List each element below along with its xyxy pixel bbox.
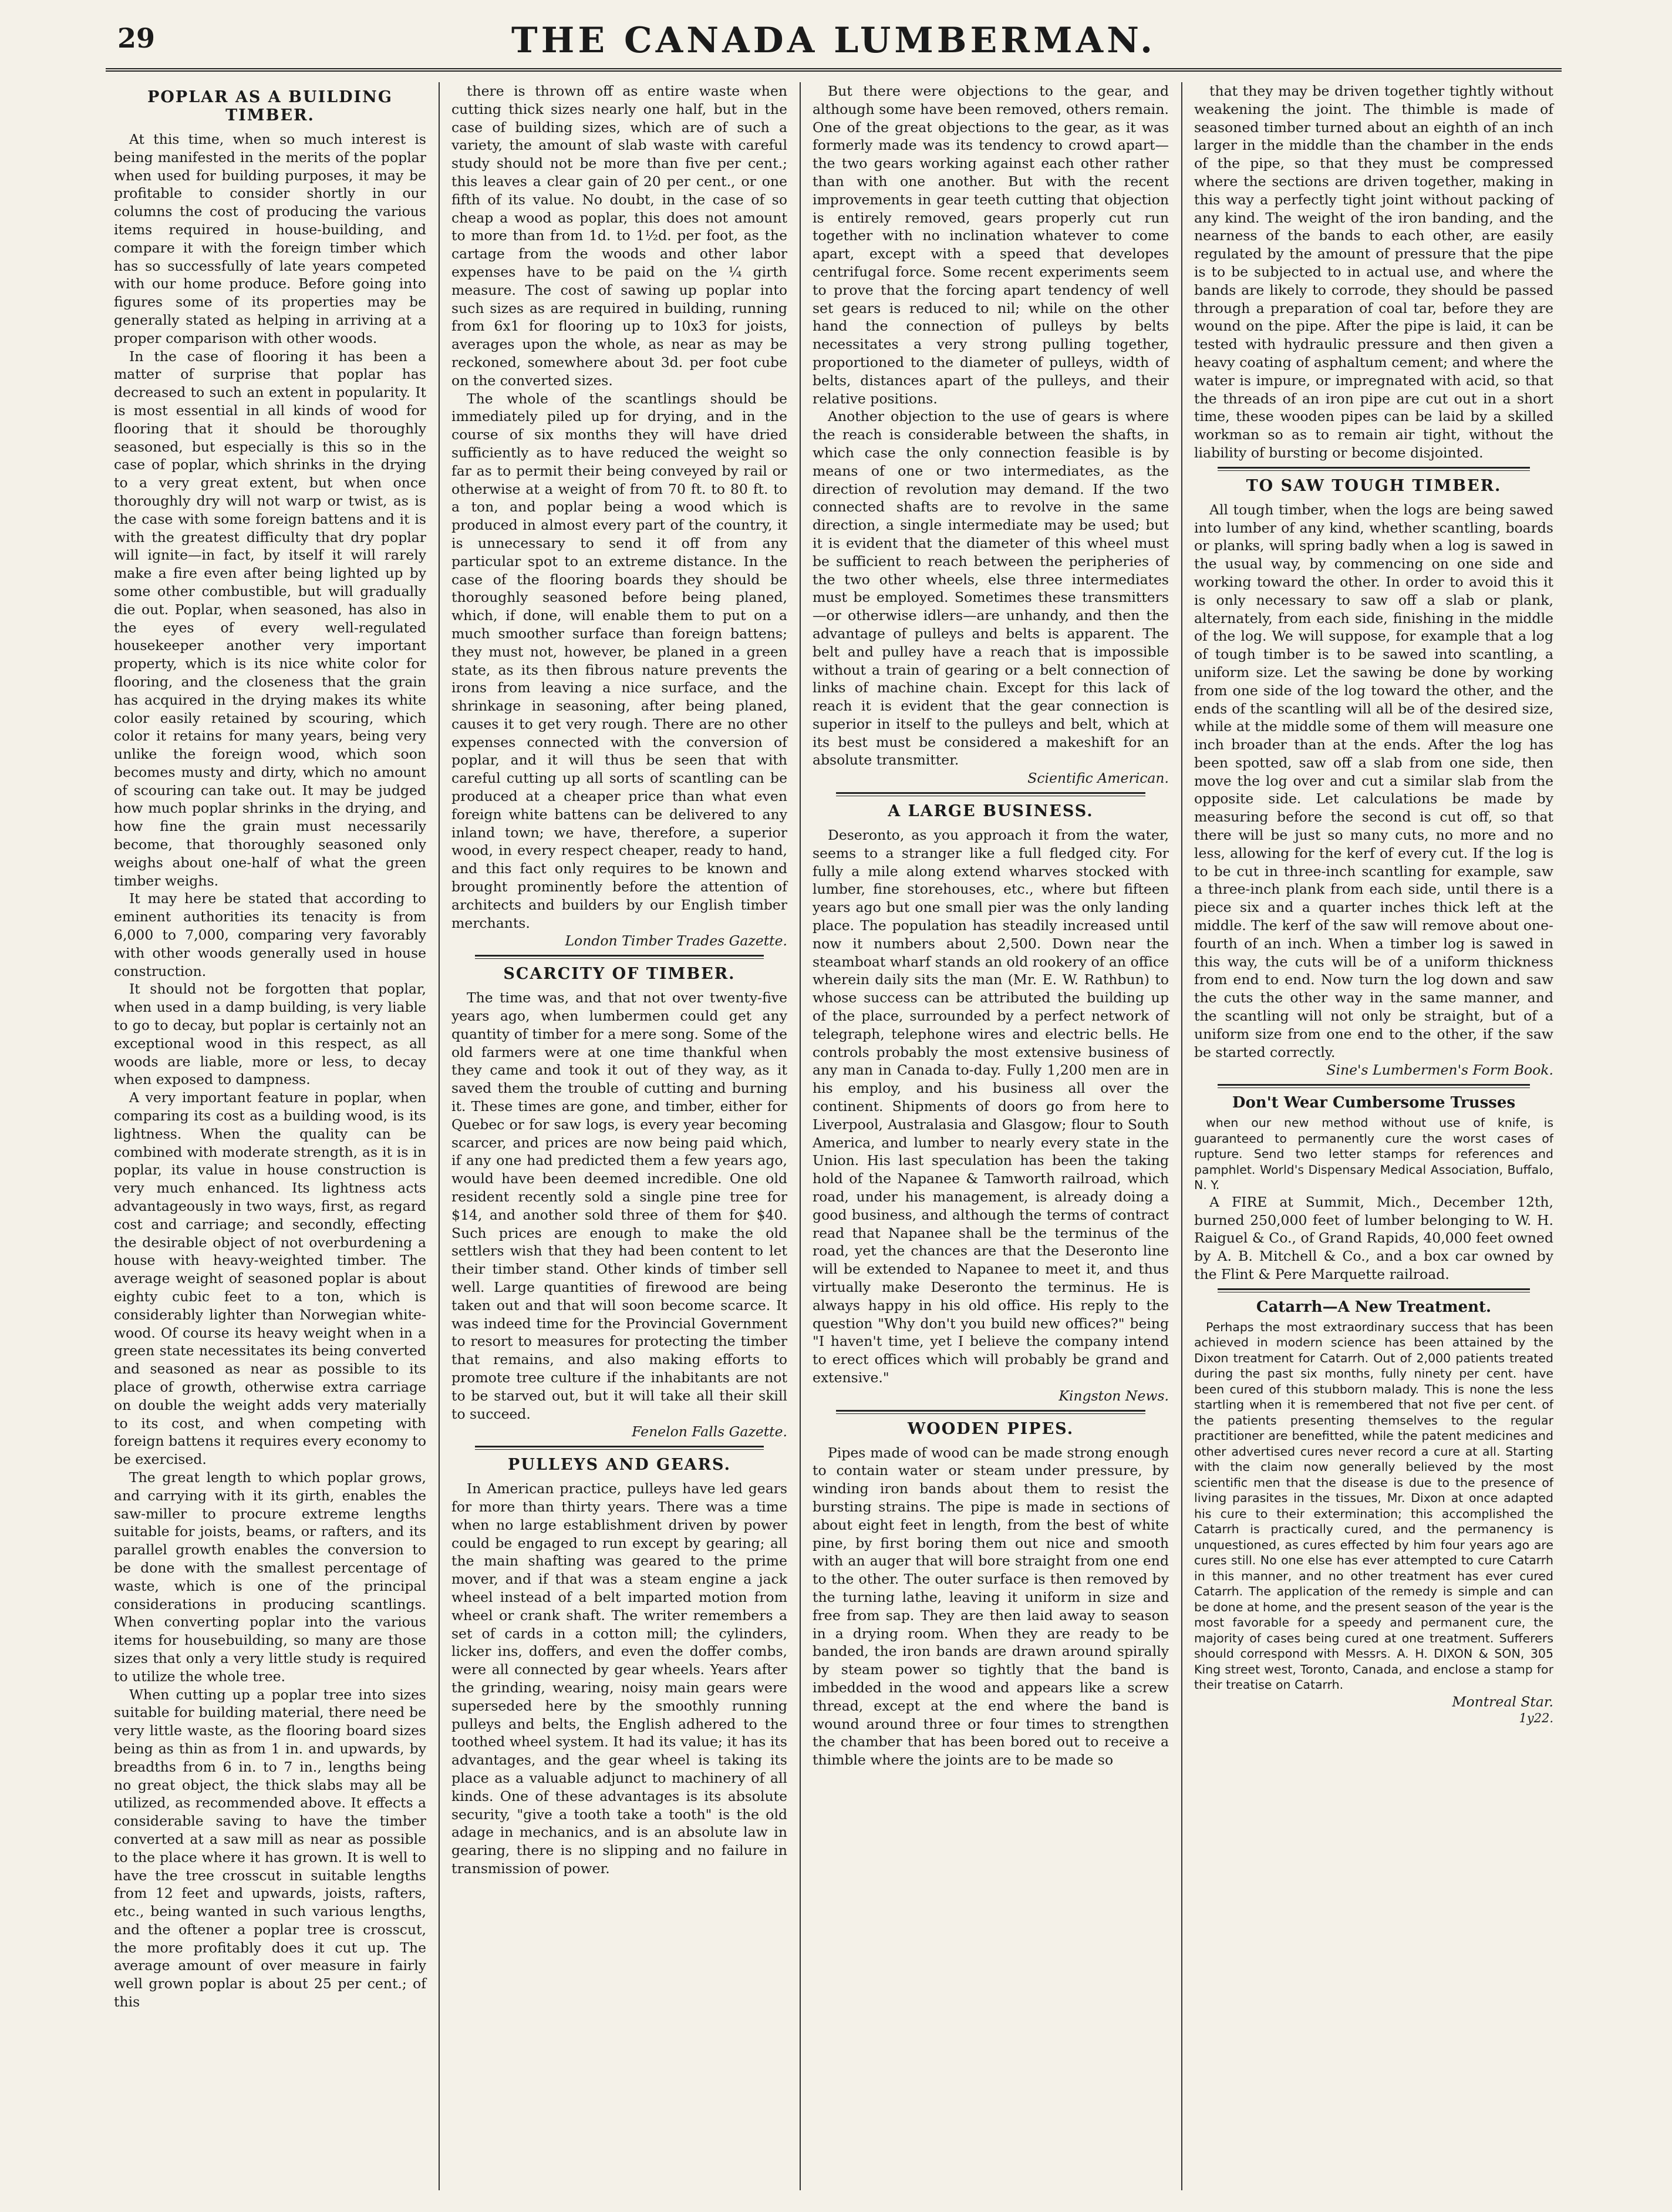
article-heading: A LARGE BUSINESS. xyxy=(888,802,1094,821)
masthead xyxy=(106,16,1562,72)
article-heading: PULLEYS AND GEARS. xyxy=(508,1456,731,1474)
article-paragraph: there is thrown off as entire waste when cutting thick sizes nearly one half, but in the case of building sizes, which are of such a variety, the amount of slab waste with careful study should not be more than five per cent.; this leaves a clear gain of 20 per cent., or one fifth of its value. No doubt, in the case of so cheap a wood as poplar, this does not amount to more than from 1d. to 1½d. per foot, as the cartage from the woods and other labor expenses have to be paid on the ¼ girth measure. The cost of sawing up poplar into such sizes as are required in building, running from 6x1 for flooring up to 10x3 for joists, averages upon the whole, as near as may be reckoned, somewhere about 3d. per foot cube on the converted sizes. xyxy=(451,83,787,389)
column-2 xyxy=(443,82,795,2190)
article-paragraph: that they may be driven together tightly without weakening the joint. The thimble is made of seasoned timber turned about an eighth of an inch larger in the middle than the chamber in the ends of the pipe, so that they must be compressed where the sections are driven together, making in this way a perfectly tight joint without packing of any kind. The weight of the iron banding, and the nearness of the bands to each other, are easily regulated by the amount of pressure that the pipe is to be subjected to in actual use, and where the bands are likely to corrode, they should be passed through a preparation of coal tar, before they are wound on the pipe. After the pipe is laid, it can be tested with hydraulic pressure and then given a heavy coating of asphaltum cement; and where the water is impure, or impregnated with acid, so that the threads of an iron pipe are cut out in a short time, these wooden pipes can be laid by a skilled workman so as to remain air tight, without the liability of bursting or become disjointed. xyxy=(1194,83,1553,461)
article-paragraph: Deseronto, as you approach it from the water, seems to a stranger like a full fledged city. For fully a mile along extend wharves stocked with lumber, fine storehouses, etc., where but fifteen years ago but one small pier was the only landing place. The population has steadily increased until now it numbers about 2,500. Down near the steamboat wharf stands an old rookery of an office wherein daily sits the man (Mr. E. W. Rathbun) to whose success can be attributed the building up of the place, surrounded by a perfect network of telegraph, telephone wires and electric bells. He controls probably the most extensive business of any man in Canada to-day. Fully 1,200 men are in his employ, and his business all over the continent. Shipments of doors go from here to Liverpool, Australasia and Glasgow; flour to South America, and lumber to nearly every state in the Union. His last speculation has been the taking hold of the Napanee & Tamworth railroad, which road, under his management, is already doing a good business, and although the terms of contract read that Napanee shall be the terminus of the road, yet the chances are that the Deseronto line will be extended to Napanee to meet it, and thus virtually make Deseronto the terminus. He is always happy in his old office. His reply to the question "Why don't you build new offices?" being "I haven't time, yet I believe the company intend to erect offices which will probably be grand and extensive." xyxy=(813,827,1169,1386)
source-credit: Scientific American. xyxy=(1027,770,1169,787)
column-rule xyxy=(1181,82,1182,2190)
column-rule xyxy=(800,82,801,2190)
article-separator xyxy=(1218,1288,1530,1292)
source-credit: Kingston News. xyxy=(1059,1387,1169,1404)
article-heading: SCARCITY OF TIMBER. xyxy=(503,965,736,984)
article-paragraph: All tough timber, when the logs are being sawed into lumber of any kind, whether scantling, boards or planks, will spring badly when a log is sawed in the usual way, by commencing on one side and working toward the other. In order to avoid this it is only necessary to saw off a slab or plank, alternately, from each side, finishing in the middle of the log. We will suppose, for example that a log of tough timber is to be sawed into scantling, a uniform size. Let the sawing be done by working from one side of the log toward the other, and the ends of the scantling will all be of the desired size, while at the middle some of them will measure one inch broader than at the ends. After the log has been spotted, saw off a slab from one side, then move the log over and cut a similar slab from the opposite side. Let calculations be made by measuring before the second is cut off, so that there will be just so many cuts, no more and no less, allowing for the kerf of every cut. If the log is to be cut in three-inch scantling for example, saw a three-inch plank from each side, until there is a piece six and a quarter inches thick left at the middle. The kerf of the saw will remove about one-fourth of an inch. When a timber log is sawed in this way, the cuts will be of a uniform thickness from end to end. Now turn the log down and saw the cuts the other way in the same manner, and the scantling will not only be straight, but of a uniform size from one end to the other, if the saw be started correctly. xyxy=(1194,501,1553,1060)
article-paragraph: Pipes made of wood can be made strong enough to contain water or steam under pressure, by winding iron bands about them to resist the bursting strains. The pipe is made in sections of about eight feet in length, from the best of white pine, by first boring them out nice and smooth with an auger that will bore straight from one end to the other. The outer surface is then removed by the turning lathe, leaving it uniform in size and free from sap. They are then laid away to season in a drying room. When they are ready to be banded, the iron bands are drawn around spirally by steam power so tightly that the band is imbedded in the wood and appears like a screw thread, except at the end where the band is wound around three or four times to strengthen the chamber that has been bored out to receive a thimble where the joints are to be made so xyxy=(813,1444,1169,1769)
column-1 xyxy=(106,82,434,2190)
article-paragraph: It should not be forgotten that poplar, when used in a damp building, is very liable to go to decay, but poplar is certainly not an exceptional wood in this respect, as all woods are liable, more or less, to decay when exposed to dampness. xyxy=(114,981,426,1088)
article-paragraph: The time was, and that not over twenty-five years ago, when lumbermen could get any quantity of timber for a mere song. Some of the old farmers were at one time thankful when they came and took it out of they way, as it saved them the trouble of cutting and burning it. These times are gone, and timber, either for Quebec or for saw logs, is every year becoming scarcer, and prices are now being paid which, if any one had predicted them a few years ago, would have been deemed incredible. One old resident recently sold a single pine tree for $14, and another sold three of them for $40. Such prices are enough to make the old settlers wish that they had been content to let their timber stand. Other kinds of timber sell well. Large quantities of firewood are being taken out and that will soon become scarce. It was indeed time for the Provincial Government to resort to measures for protecting the timber that remains, and also making efforts to promote tree culture if the inhabitants are not to be starved out, but it will take all their skill to succeed. xyxy=(451,989,787,1422)
source-credit: Montreal Star. xyxy=(1452,1693,1553,1710)
article-paragraph: But there were objections to the gear, and although some have been removed, others remain. One of the great objections to the gear, as it was formerly made was its tendency to crowd apart—the two gears working against each other rather than with one another. But with the recent improvements in gear teeth cutting that objection is entirely removed, gears properly cut run together with no inclination whatever to come apart, except with a speed that developes centrifugal force. Some recent experiments seem to prove that the forcing apart tendency of well set gears is reduced to nil; while on the other hand the connection of pulleys by belts necessitates a very strong pulling together, proportioned to the diameter of pulleys, width of belts, distances apart of the pulleys, and their relative positions. xyxy=(813,83,1169,407)
source-credit: Sine's Lumbermen's Form Book. xyxy=(1326,1062,1553,1079)
article-separator xyxy=(836,792,1145,796)
source-credit: Fenelon Falls Gazette. xyxy=(632,1423,787,1440)
advertisement-heading: Don't Wear Cumbersome Trusses xyxy=(1232,1094,1516,1112)
column-rule xyxy=(439,82,440,2190)
article-separator xyxy=(836,1410,1145,1414)
advertisement-heading: Catarrh—A New Treatment. xyxy=(1256,1298,1492,1316)
article-paragraph: When cutting up a poplar tree into sizes suitable for building material, there need be very little waste, as the flooring board sizes being as thin as from 1 in. and upwards, by breadths from 6 in. to 7 in., lengths being no great object, the thick slabs may all be utilized, as recommended above. It effects a considerable saving to have the timber converted at a saw mill as near as possible to the place where it has grown. It is well to have the tree crosscut in suitable lengths from 12 feet and upwards, joists, rafters, etc., being wanted in such various lengths, and the oftener a poplar tree is crosscut, the more profitably does it cut up. The average amount of over measure in fairly well grown poplar is about 25 per cent.; of this xyxy=(114,1686,426,2011)
article-paragraph: The whole of the scantlings should be immediately piled up for drying, and in the course of six months they will have dried sufficiently as to have reduced the weight so far as to permit their being conveyed by rail or otherwise at a weight of from 70 ft. to 80 ft. to a ton, and poplar being a wood which is produced in almost every part of the country, it is unnecessary to send it off from any particular spot to an extreme distance. In the case of the flooring boards they should be thoroughly seasoned before being planed, which, if done, will enable them to put on a much smoother surface than foreign battens; they must not, however, be planed in a green state, as its then fibrous nature prevents the irons from leaving a nice surface, and the shrinkage in seasoning, after being planed, causes it to get very rough. There are no other expenses connected with the conversion of poplar, and it will thus be seen that with careful cutting up all sorts of scantling can be produced at a cheaper price than what even foreign white battens can be delivered to any inland town; we have, therefore, a superior wood, in every respect cheaper, ready to hand, and this fact only requires to be known and brought prominently before the attention of architects and builders by our English timber merchants. xyxy=(451,390,787,931)
source-credit: London Timber Trades Gazette. xyxy=(565,932,787,950)
article-paragraph: Another objection to the use of gears is where the reach is considerable between the shafts, in which case the only connection feasible is by means of one or two intermediates, as the direction of revolution may demand. If the two connected shafts are to revolve in the same direction, a single intermediate may be used; but it is evident that the diameter of this wheel must be sufficient to reach between the peripheries of the two other wheels, else three intermediates must be employed. Sometimes these transmitters—or otherwise idlers—are unhandy, and then the advantage of pulleys and belts is apparent. The belt and pulley have a reach that is impossible without a train of gearing or a belt connection of links of machine chain. Except for this lack of reach it is evident that the gear connection is superior in itself to the pulleys and belt, which at its best must be considered a makeshift for an absolute transmitter. xyxy=(813,408,1169,769)
column-3 xyxy=(804,82,1177,2190)
newspaper-title: THE CANADA LUMBERMAN. xyxy=(511,20,1156,61)
article-paragraph: At this time, when so much interest is being manifested in the merits of the poplar when used for building purposes, it may be profitable to consider shortly in our columns the cost of producing the various items required in house-building, and compare it with the foreign timber which has so successfully of late years competed with our home produce. Before going into figures some of its properties may be generally stated as helping in arriving at a proper comparison with other woods. xyxy=(114,131,426,346)
column-4 xyxy=(1186,82,1562,2190)
article-paragraph: A FIRE at Summit, Mich., December 12th, burned 250,000 feet of lumber belonging to W. H. Raiguel & Co., of Grand Rapids, 40,000 feet owned by A. B. Mitchell & Co., and a box car owned by the Flint & Pere Marquette railroad. xyxy=(1194,1193,1553,1282)
advertisement-text: Perhaps the most extraordinary success that has been achieved in modern science has been attained by the Dixon treatment for Catarrh. Out of 2,000 patients treated during the past six months, fully ninety per cent. have been cured of this stubborn malady. This is none the less startling when it is remembered that not five per cent. of the patients presenting themselves to the regular practitioner are benefitted, while the patent medicines and other advertised cures never record a cure at all. Starting with the claim now generally believed by the most scientific men that the disease is due to the presence of living parasites in the tissues, Mr. Dixon at once adapted his cure to their extermination; this accomplished the Catarrh is practically cured, and the permanency is unquestioned, as cures effected by him four years ago are cures still. No one else has ever attempted to cure Catarrh in this manner, and no other treatment has ever cured Catarrh. The application of the remedy is simple and can be done at home, and the present season of the year is the most favorable for a speedy and permanent cure, the majority of cases being cured at one treatment. Sufferers should correspond with Messrs. A. H. DIXON & SON, 305 King street west, Toronto, Canada, and enclose a stamp for their treatise on Catarrh. xyxy=(1194,1319,1553,1692)
article-paragraph: In the case of flooring it has been a matter of surprise that poplar has decreased to such an extent in popularity. It is most essential in all kinds of wood for flooring that it should be thoroughly seasoned, but especially is this so in the case of poplar, which shrinks in the drying to a very great extent, but when once thoroughly dry will not warp or twist, as is the case with some foreign battens and it is with the greatest difficulty that dry poplar will ignite—in fact, by itself it will rarely make a fire even after being lighted up by some other combustible, but will gradually die out. Poplar, when seasoned, has also in the eyes of every well-regulated housekeeper another very important property, which is its nice white color for flooring, and the closeness that the grain has acquired in the drying makes its white color easily retained by scouring, which color it retains for many years, being very unlike the foreign wood, which soon becomes musty and dirty, which no amount of scouring can take out. It may be judged how much poplar shrinks in the drying, and how fine the grain must necessarily become, that thoroughly seasoned only weighs about one-half of what the green timber weighs. xyxy=(114,348,426,889)
article-separator xyxy=(475,955,764,959)
article-paragraph: A very important feature in poplar, when comparing its cost as a building wood, is its lightness. When the quality can be combined with moderate strength, as it is in poplar, its value in house construction is very much enhanced. Its lightness acts advantageously in two ways, first, as regard cost and carriage; and secondly, effecting the desirable object of not overburdening a house with heavy-weighted timber. The average weight of seasoned poplar is about eighty cubic feet to a ton, which is considerably lighter than Norwegian white-wood. Of course its heavy weight when in a green state necessitates its being converted and seasoned as near as possible to its place of growth, otherwise extra carriage on double the weight adds very materially to its cost, and when competing with foreign battens it requires every economy to be exercised. xyxy=(114,1089,426,1468)
article-heading: WOODEN PIPES. xyxy=(907,1419,1074,1438)
page-number: 29 xyxy=(117,22,156,54)
article-paragraph: It may here be stated that according to eminent authorities its tenacity is from 6,000 to 7,000, comparing very favorably with other woods generally used in house construction. xyxy=(114,890,426,979)
article-paragraph: In American practice, pulleys have led gears for more than thirty years. There was a time when no large establishment driven by power could be engaged to run except by gearing; all the main shafting was geared to the prime mover, and if that was a steam engine a jack wheel instead of a belt imparted motion from wheel or crank shaft. The writer remembers a set of cards in a cotton mill; the cylinders, licker ins, doffers, and even the doffer combs, were all connected by gear wheels. Years after the grinding, wearing, noisy main gears were superseded here by the smoothly running pulleys and belts, the English adhered to the toothed wheel system. It had its value; it has its advantages, and the gear wheel is taking its place as a valuable adjunct to machinery of all kinds. One of these advantages is its absolute security, "give a tooth take a tooth" is the old adage in mechanics, and is an absolute law in gearing, there is no slipping and no failure in transmission of power. xyxy=(451,1480,787,1877)
columns xyxy=(106,82,1562,2190)
article-paragraph: The great length to which poplar grows, and carrying with it its girth, enables the saw-miller to procure extreme lengths suitable for joists, beams, or rafters, and its parallel growth enables the conversion to be done with the smallest percentage of waste, which is one of the principal considerations in producing scantlings. When converting poplar into the various items for housebuilding, so many are those sizes that only a very little study is required to utilize the whole tree. xyxy=(114,1469,426,1685)
article-separator xyxy=(475,1446,764,1450)
advertisement-text: when our new method without use of knife, is guaranteed to permanently cure the worst cases of rupture. Send two letter stamps for references and pamphlet. World's Dispensary Medical Association, Buffalo, N. Y. xyxy=(1194,1116,1553,1193)
article-separator xyxy=(1218,467,1530,471)
article-separator xyxy=(1218,1084,1530,1088)
advertisement-code: 1y22. xyxy=(1519,1711,1553,1725)
article-heading: POPLAR AS A BUILDING TIMBER. xyxy=(147,88,393,124)
article-heading: TO SAW TOUGH TIMBER. xyxy=(1246,476,1502,495)
